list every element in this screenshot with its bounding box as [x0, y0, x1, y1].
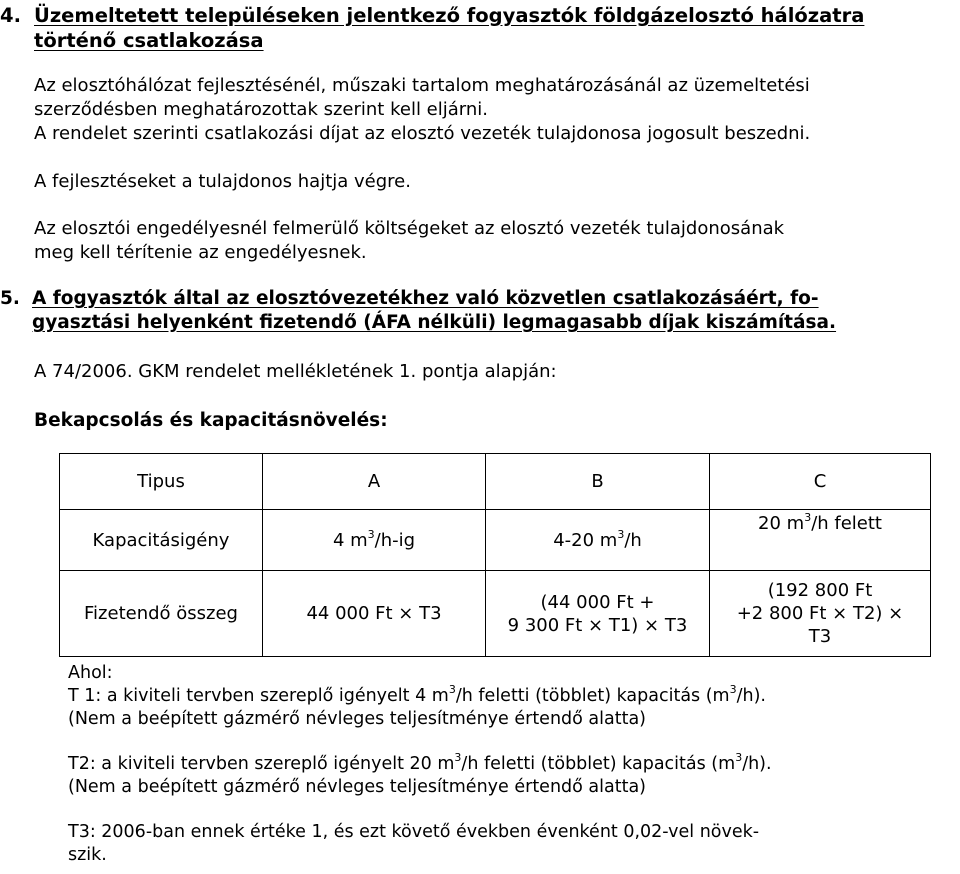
note-t2 — [68, 753, 898, 776]
cell-text: 4 m — [332, 529, 368, 551]
row-label: Kapacitásigény — [60, 510, 263, 571]
cell-line: 9 300 Ft × T1) × T3 — [507, 614, 688, 636]
note-t3 — [68, 821, 898, 844]
paragraph-costs — [34, 217, 886, 265]
capacity-c-cell — [710, 510, 931, 571]
paragraph-development — [34, 74, 886, 122]
payment-b-cell — [486, 571, 710, 657]
cell-text: /h — [624, 529, 642, 551]
note-text: /h feletti (többlet) kapacitás (m — [455, 686, 730, 706]
header-cell: C — [710, 454, 931, 510]
note-t3-continued: szik. — [68, 845, 107, 865]
paragraph-line: szerződésben meghatározottak szerint kell eljárni. — [34, 99, 488, 120]
cell-line: (192 800 Ft — [767, 580, 873, 601]
capacity-b-cell — [486, 510, 710, 571]
capacity-a-cell — [263, 510, 486, 571]
paragraph-line: Az elosztói engedélyesnél felmerülő költségeket az elosztó vezeték tulajdonosának — [34, 218, 785, 239]
section-4-title-line-1 — [0, 3, 957, 28]
table-row-capacity — [60, 510, 931, 571]
payment-c-cell — [710, 571, 931, 657]
notes-heading: Ahol: — [68, 663, 113, 683]
payment-a-cell: 44 000 Ft × T3 — [263, 571, 486, 657]
header-cell: B — [486, 454, 710, 510]
section-title-text: Üzemeltetett településeken jelentkező fogyasztók földgázelosztó hálózatra — [34, 4, 865, 27]
cell-text: /h-ig — [374, 529, 416, 551]
superscript: 3 — [735, 751, 743, 765]
section-title-text: A fogyasztók által az elosztóvezetékhez való közvetlen csatlakozásáért, fo- — [32, 288, 819, 309]
cell-text: /h felett — [811, 513, 882, 534]
cell-text: 4-20 m — [553, 529, 618, 551]
spacer — [68, 731, 898, 753]
table-header-row — [60, 454, 931, 510]
superscript: 3 — [448, 683, 456, 697]
note-t1 — [68, 685, 898, 708]
note-text: T 1: a kiviteli tervben szereplő igényelt 4 m — [68, 686, 449, 706]
paragraph-line: meg kell térítenie az engedélyesnek. — [34, 242, 367, 263]
superscript: 3 — [367, 527, 375, 541]
section-title-text: gyasztási helyenként fizetendő (ÁFA nélküli) legmagasabb díjak kiszámítása. — [32, 312, 837, 333]
note-text: /h). — [736, 686, 766, 706]
section-number: 4. — [0, 4, 21, 27]
header-cell: Tipus — [60, 454, 263, 510]
table-row-payment — [60, 571, 931, 657]
section-number: 5. — [0, 288, 20, 309]
section-title-text: történő csatlakozása — [34, 29, 264, 52]
superscript: 3 — [729, 683, 737, 697]
note-text: T2: a kiviteli tervben szereplő igényelt 20 m — [68, 754, 455, 774]
note-t1-remark: (Nem a beépített gázmérő névleges teljesítménye értendő alatta) — [68, 709, 646, 729]
paragraph-owner: A fejlesztéseket a tulajdonos hajtja végre. — [34, 171, 411, 192]
notes-block — [68, 662, 898, 867]
paragraph-line: Az elosztóhálózat fejlesztésénél, műszaki tartalom meghatározásánál az üzemeltetési — [34, 75, 810, 96]
superscript: 3 — [804, 511, 812, 524]
superscript: 3 — [454, 751, 462, 765]
cell-text: 20 m — [758, 513, 805, 534]
note-text: T3: 2006-ban ennek értéke 1, és ezt követő években évenként 0,02-vel növek- — [68, 822, 760, 842]
spacer — [68, 799, 898, 821]
paragraph-fee: A rendelet szerinti csatlakozási díjat az elosztó vezeték tulajdonosa jogosult beszedni. — [34, 123, 811, 144]
subheading: Bekapcsolás és kapacitásnövelés: — [34, 410, 388, 431]
section-5-heading — [0, 287, 927, 335]
section-4-heading — [0, 3, 957, 53]
note-text: /h). — [742, 754, 772, 774]
superscript: 3 — [617, 527, 625, 541]
row-label: Fizetendő összeg — [60, 571, 263, 657]
note-text: /h feletti (többlet) kapacitás (m — [461, 754, 736, 774]
section-4-title-line-2 — [0, 28, 957, 53]
cell-line: T3 — [808, 626, 832, 647]
cell-line: +2 800 Ft × T2) × — [736, 603, 904, 624]
section-5-title-line-2 — [0, 311, 927, 335]
regulation-basis: A 74/2006. GKM rendelet mellékletének 1. pontja alapján: — [34, 361, 557, 382]
note-t2-remark: (Nem a beépített gázmérő névleges teljesítménye értendő alatta) — [68, 777, 646, 797]
fee-table — [59, 453, 931, 657]
header-cell: A — [263, 454, 486, 510]
section-5-title-line-1 — [0, 287, 927, 311]
cell-line: (44 000 Ft + — [540, 591, 655, 613]
